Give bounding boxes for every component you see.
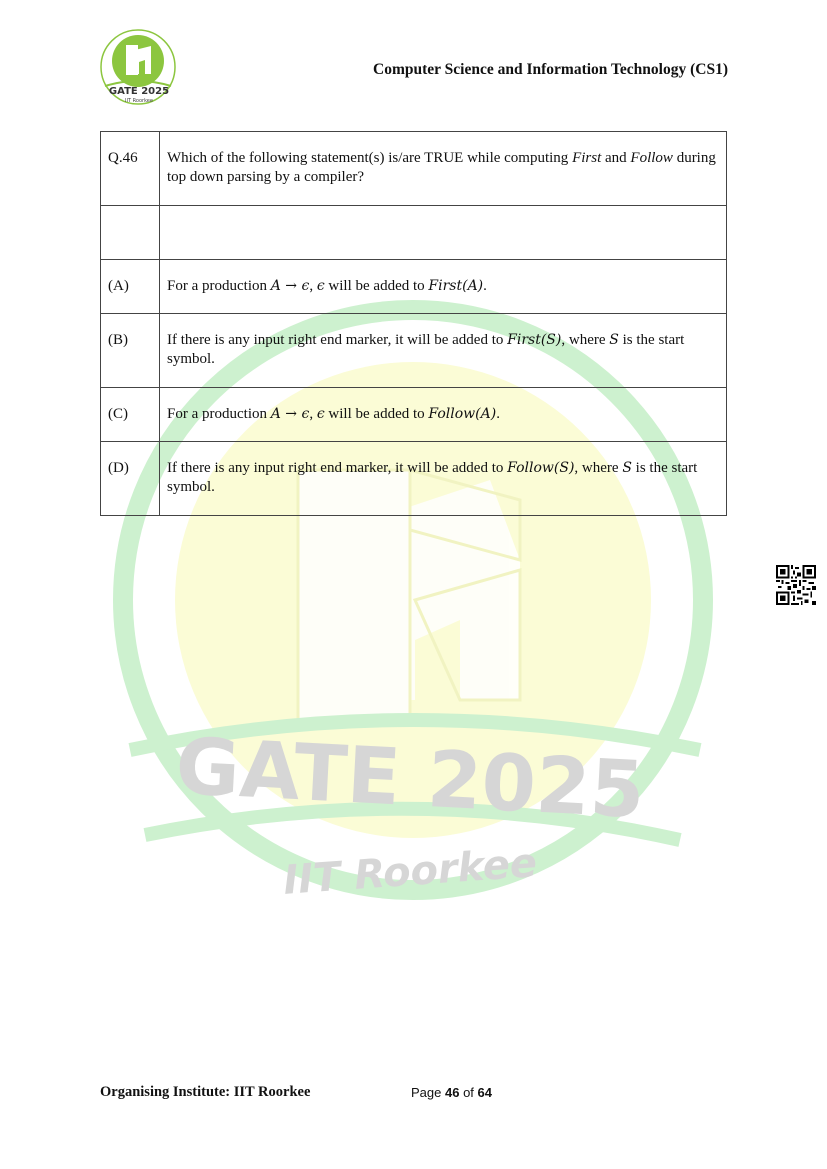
blank-row bbox=[101, 206, 727, 260]
watermark-subtitle: IIT Roorkee bbox=[281, 840, 539, 904]
logo-title: GATE 2025 bbox=[108, 86, 170, 97]
gate-logo bbox=[99, 28, 177, 106]
qr-code-icon bbox=[776, 565, 816, 605]
option-text-b: If there is any input right end marker, it will be added to First(S), where S is the start symbol. bbox=[160, 314, 727, 388]
blank-cell bbox=[101, 206, 160, 260]
option-label-b: (B) bbox=[101, 314, 160, 388]
question-row bbox=[101, 132, 727, 206]
organising-institute: Organising Institute: IIT Roorkee bbox=[100, 1084, 311, 1100]
question-table bbox=[100, 131, 727, 516]
paper-title: Computer Science and Information Technology (CS1) bbox=[373, 61, 728, 78]
option-row-d bbox=[101, 442, 727, 516]
blank-cell bbox=[160, 206, 727, 260]
option-row-c bbox=[101, 388, 727, 442]
logo-subtitle: IIT Roorkee bbox=[125, 98, 153, 104]
option-text-a: For a production A → ϵ, ϵ will be added to First(A). bbox=[160, 260, 727, 314]
page-number: Page 46 of 64 bbox=[411, 1085, 492, 1100]
option-text-c: For a production A → ϵ, ϵ will be added to Follow(A). bbox=[160, 388, 727, 442]
option-row-b bbox=[101, 314, 727, 388]
option-row-a bbox=[101, 260, 727, 314]
question-text: Which of the following statement(s) is/are TRUE while computing First and Follow during top down parsing by a compiler? bbox=[160, 132, 727, 206]
option-label-c: (C) bbox=[101, 388, 160, 442]
option-label-a: (A) bbox=[101, 260, 160, 314]
watermark-title: GATE 2025 bbox=[173, 721, 647, 837]
option-label-d: (D) bbox=[101, 442, 160, 516]
question-number: Q.46 bbox=[101, 132, 160, 206]
option-text-d: If there is any input right end marker, it will be added to Follow(S), where S is the start symbol. bbox=[160, 442, 727, 516]
